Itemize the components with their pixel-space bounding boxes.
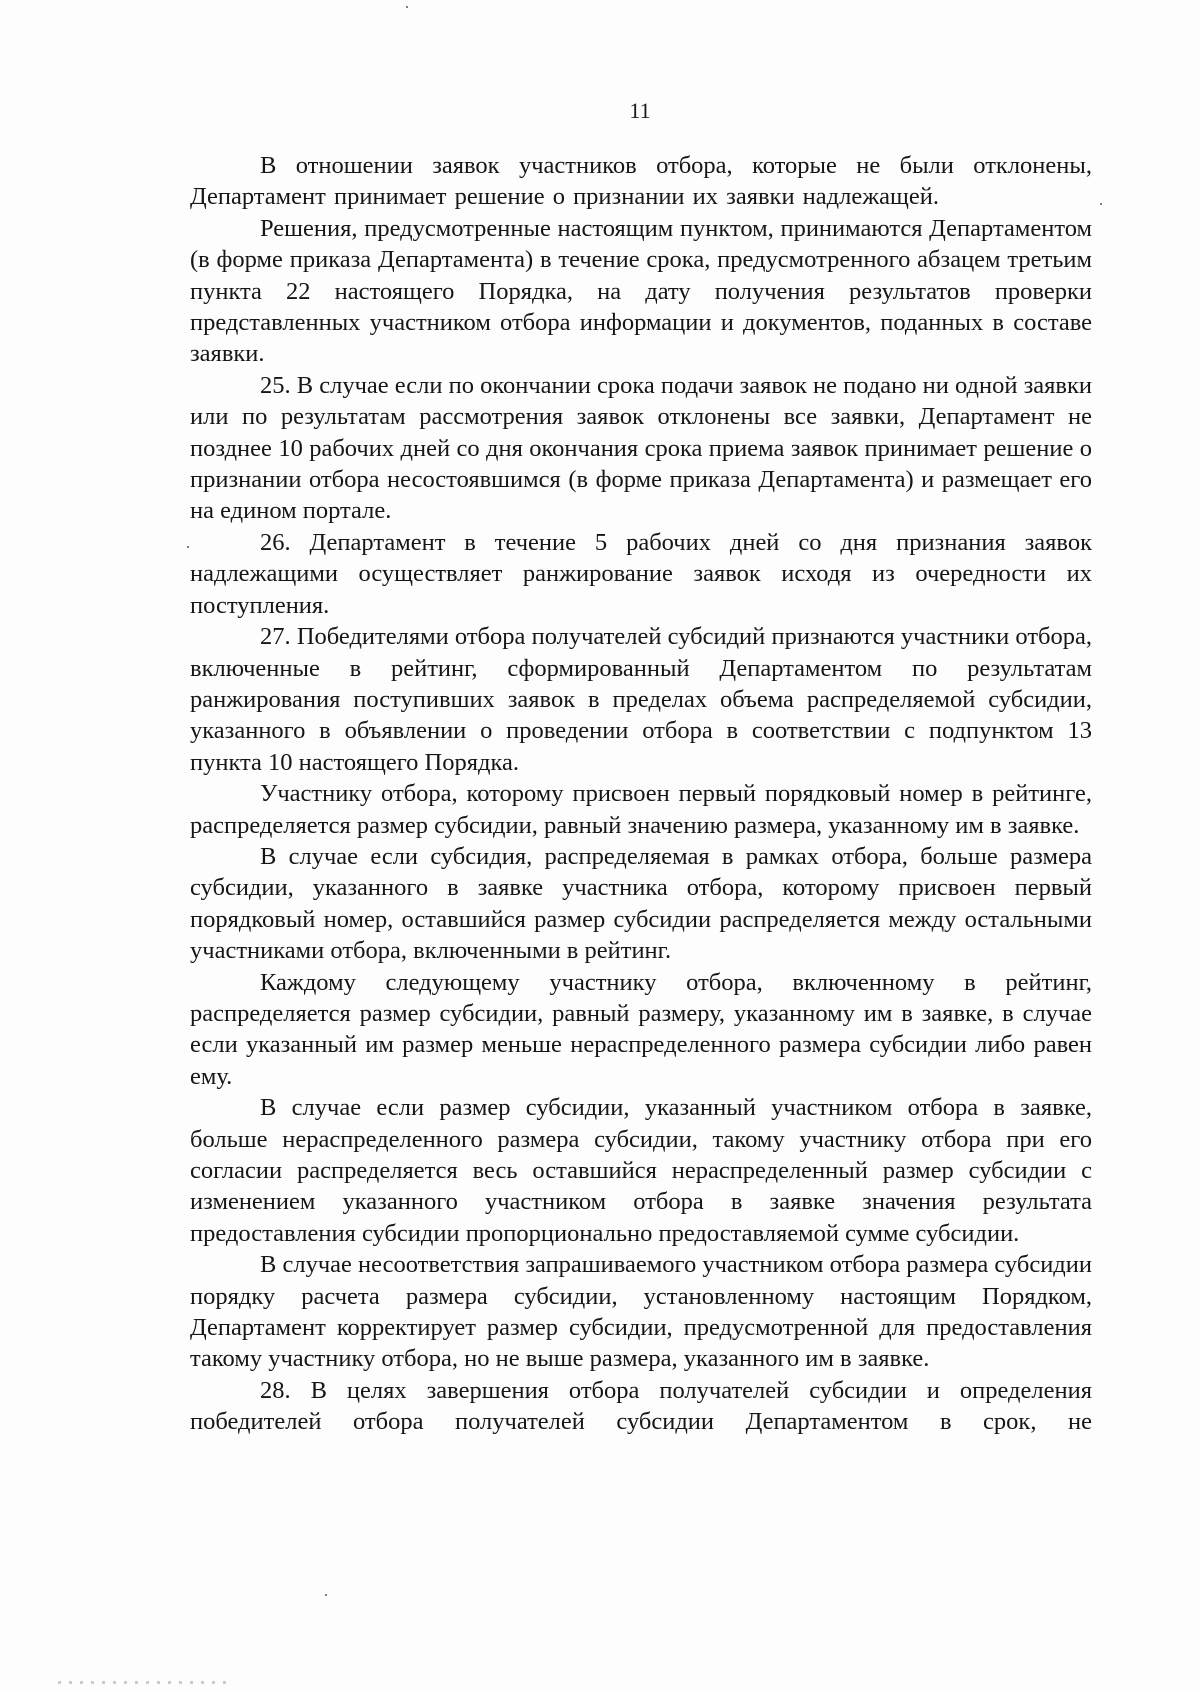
scan-speck xyxy=(406,6,408,8)
scan-speck xyxy=(325,1594,327,1596)
paragraph: Решения, предусмотренные настоящим пунктом, принимаются Департаментом (в форме приказа Департамента) в течение срока, предусмотренного абзацем третьим пункта 22 настоящего Порядка, на дату получения результатов проверки представленных участником отбора информации и документов, поданных в составе заявки. xyxy=(190,214,1092,368)
paragraph: Каждому следующему участнику отбора, включенному в рейтинг, распределяется размер субсидии, равный размеру, указанному им в заявке, в случае если указанный им размер меньше нераспределенного размера субсидии либо равен ему. xyxy=(190,968,1092,1090)
scan-speck xyxy=(1100,203,1102,205)
paragraph: 27. Победителями отбора получателей субсидий признаются участники отбора, включенные в рейтинг, сформированный Департаментом по результатам ранжирования поступивших заявок в пределах объема распределяемой субсидии, указанного в объявлении о проведении отбора в соответствии с подпунктом 13 пункта 10 настоящего Порядка. xyxy=(190,623,1092,776)
paragraph: 26. Департамент в течение 5 рабочих дней со дня признания заявок надлежащими осуществляет ранжирование заявок исходя из очередности их поступления. xyxy=(190,528,1092,619)
paragraph: Участнику отбора, которому присвоен первый порядковый номер в рейтинге, распределяется размер субсидии, равный значению размера, указанному им в заявке. xyxy=(190,780,1092,839)
scan-edge-artifact xyxy=(58,1681,228,1684)
page-number: 11 xyxy=(629,98,651,123)
paragraph: В случае несоответствия запрашиваемого участником отбора размера субсидии порядку расчета размера субсидии, установленному настоящим Порядком, Департамент корректирует размер субсидии, предусмотренной для предоставления такому участнику отбора, но не выше размера, указанного им в заявке. xyxy=(190,1251,1092,1373)
document-body xyxy=(190,150,1092,1438)
paragraph: 25. В случае если по окончании срока подачи заявок не подано ни одной заявки или по результатам рассмотрения заявок отклонены все заявки, Департамент не позднее 10 рабочих дней со дня окончания срока приема заявок принимает решение о признании отбора несостоявшимся (в форме приказа Департамента) и размещает его на едином портале. xyxy=(190,371,1092,525)
paragraph: В отношении заявок участников отбора, которые не были отклонены, Департамент принимает решение о признании их заявки надлежащей. xyxy=(190,152,1092,211)
paragraph: В случае если размер субсидии, указанный участником отбора в заявке, больше нераспределенного размера субсидии, такому участнику отбора при его согласии распределяется весь оставшийся нераспределенный размер субсидии с изменением указанного участником отбора в заявке значения результата предоставления субсидии пропорционально предоставляемой сумме субсидии. xyxy=(190,1094,1092,1247)
paragraph: В случае если субсидия, распределяемая в рамках отбора, больше размера субсидии, указанного в заявке участника отбора, которому присвоен первый порядковый номер, оставшийся размер субсидии распределяется между остальными участниками отбора, включенными в рейтинг. xyxy=(190,842,1092,965)
paragraph: 28. В целях завершения отбора получателей субсидии и определения победителей отбора получателей субсидии Департаментом в срок, не xyxy=(190,1376,1092,1436)
scan-speck xyxy=(187,546,189,548)
